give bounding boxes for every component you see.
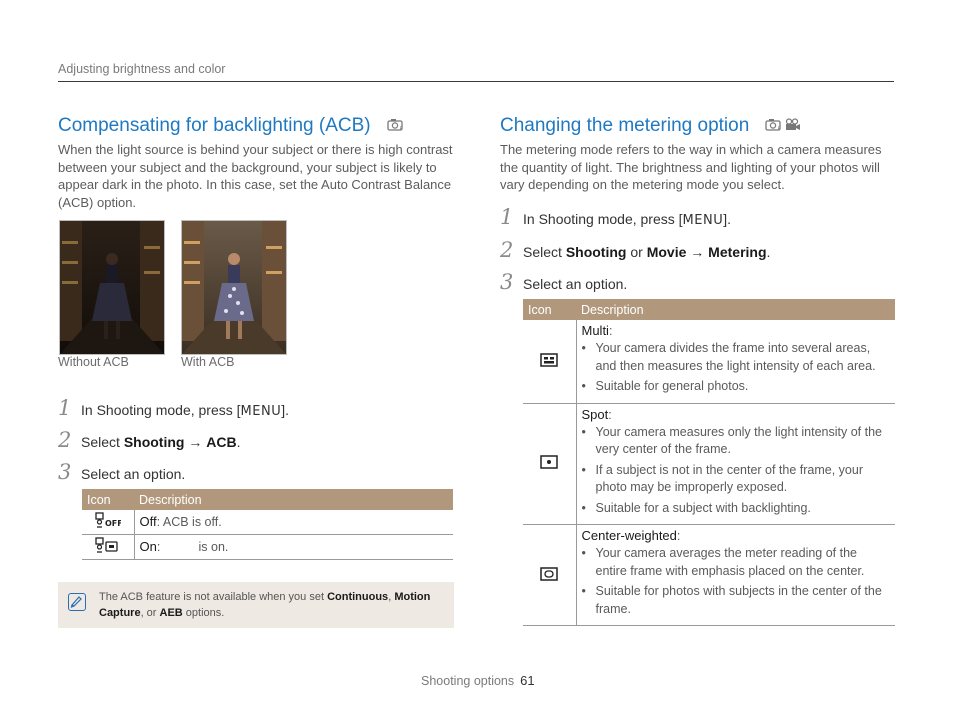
step-text: Select an option. (81, 466, 186, 482)
note-continuous: Continuous (327, 591, 389, 603)
note-text (99, 589, 444, 621)
acb-options-table (82, 489, 453, 560)
caption-without-acb: Without ACB (58, 355, 129, 369)
photo-without-acb (59, 220, 165, 355)
step-number: 1 (58, 396, 72, 420)
note-motion-capture: Motion Capture (99, 591, 431, 619)
table-row (523, 403, 895, 525)
svg-text:P: P (399, 126, 403, 131)
step-text-end: ]. (281, 402, 289, 418)
note-aeb: AEB (159, 607, 183, 619)
step-text: Select (81, 434, 124, 450)
note-t3: , or (140, 607, 160, 619)
menu-key: MENU (240, 404, 282, 419)
metering-step-2 (500, 238, 770, 262)
metering-options-table (523, 299, 895, 626)
option-center-weighted: Center-weighted: • Your camera averages the meter reading of the entire frame with emphasis placed on the center. • Suitable for photos with subjects in the center of the frame. (576, 525, 895, 626)
note-box (58, 582, 454, 628)
note-t1: The ACB feature is not available when you set (99, 591, 328, 603)
header-icon: Icon (523, 299, 576, 320)
metering-intro: The metering mode refers to the way in which a camera measures the quantity of light. The brightness and lighting of your photos will vary depending on the metering mode you select. (500, 142, 882, 192)
step-text: Select an option. (523, 276, 628, 292)
metering-step-3 (500, 270, 627, 294)
arrow: → (686, 244, 709, 260)
bullet: • If a subject is not in the center of the frame, your photo may be improperly exposed. (582, 462, 892, 497)
page-number: 61 (520, 673, 535, 688)
menu-metering: Metering (708, 244, 767, 260)
step-or: or (626, 244, 647, 260)
step-text-end: . (236, 434, 241, 450)
spot-metering-icon (523, 403, 576, 525)
option-name: On (139, 538, 157, 554)
menu-key: MENU (682, 213, 724, 228)
note-t4: options. (182, 607, 225, 619)
step-text: In Shooting mode, press [ (523, 211, 683, 227)
page-footer (421, 673, 535, 688)
acb-step-3 (58, 460, 185, 484)
svg-text:P: P (777, 126, 781, 131)
arrow: → (184, 434, 207, 450)
metering-heading (500, 115, 801, 137)
step-number: 1 (500, 205, 514, 229)
metering-title: Changing the metering option (500, 115, 750, 136)
note-t2: , (388, 591, 395, 603)
option-desc: : is on. (156, 539, 229, 554)
table-row (523, 320, 895, 403)
bullet: • Suitable for general photos. (582, 378, 892, 396)
step-number: 3 (58, 460, 72, 484)
step-number: 2 (58, 428, 72, 452)
header-icon: Icon (82, 489, 134, 510)
menu-acb: ACB (206, 434, 237, 450)
acb-title: Compensating for backlighting (ACB) (58, 115, 371, 136)
photo-with-acb (181, 220, 287, 355)
bullet: • Your camera averages the meter reading of the entire frame with emphasis placed on the center. (582, 545, 892, 580)
footer-label: Shooting options (421, 674, 515, 688)
page-header (58, 62, 894, 82)
header-description: Description (576, 299, 895, 320)
menu-shooting: Shooting (123, 434, 185, 450)
acb-heading (58, 115, 405, 137)
step-text-end: ]. (723, 211, 731, 227)
menu-shooting: Shooting (565, 244, 627, 260)
multi-metering-icon (523, 320, 576, 403)
option-spot: Spot: • Your camera measures only the light intensity of the very center of the frame. • If a subject is not in the center of the frame, your photo may be improperly exposed. • Suitable for a subject with backlighting. (576, 403, 895, 525)
camera-mode-icon (387, 115, 405, 137)
step-text: Select (523, 244, 566, 260)
acb-on-icon (82, 534, 134, 559)
menu-movie: Movie (646, 244, 687, 260)
option-name: Spot (581, 406, 609, 422)
table-row (82, 534, 453, 559)
acb-intro: When the light source is behind your subject or there is high contrast between your subject and the background, your subject is likely to appear dark in the photo. In this case, set the Auto Contrast Balance (ACB) option. (58, 142, 453, 210)
step-text-end: . (766, 244, 771, 260)
camera-mode-icon (765, 115, 783, 137)
acb-off-icon (82, 510, 134, 534)
option-off (134, 510, 453, 534)
option-desc: : ACB is off. (156, 514, 222, 529)
bullet: • Your camera measures only the light intensity of the very center of the frame. (582, 424, 892, 459)
table-header (82, 489, 453, 510)
header-description: Description (134, 489, 453, 510)
option-multi: Multi: • Your camera divides the frame into several areas, and then measures the light intensity of each area. • Suitable for general photos. (576, 320, 895, 403)
option-name: Off (139, 513, 157, 529)
acb-step-2 (58, 428, 240, 452)
movie-mode-icon (785, 115, 801, 137)
section-title: Adjusting brightness and color (58, 62, 226, 76)
svg-text:OFF: OFF (104, 519, 121, 529)
center-weighted-metering-icon (523, 525, 576, 626)
step-number: 2 (500, 238, 514, 262)
table-row (523, 525, 895, 626)
bullet: • Suitable for photos with subjects in the center of the frame. (582, 583, 892, 618)
option-on (134, 534, 453, 559)
option-name: Multi (581, 323, 609, 338)
option-name: Center-weighted (581, 528, 677, 543)
bullet: • Your camera divides the frame into several areas, and then measures the light intensity of each area. (582, 340, 892, 375)
metering-step-1 (500, 205, 731, 229)
step-text: In Shooting mode, press [ (81, 402, 241, 418)
bullet: • Suitable for a subject with backlighting. (582, 500, 892, 518)
step-number: 3 (500, 270, 514, 294)
note-pencil-icon (68, 593, 86, 611)
acb-step-1 (58, 396, 289, 420)
caption-with-acb: With ACB (181, 355, 235, 369)
table-header (523, 299, 895, 320)
table-row (82, 510, 453, 534)
